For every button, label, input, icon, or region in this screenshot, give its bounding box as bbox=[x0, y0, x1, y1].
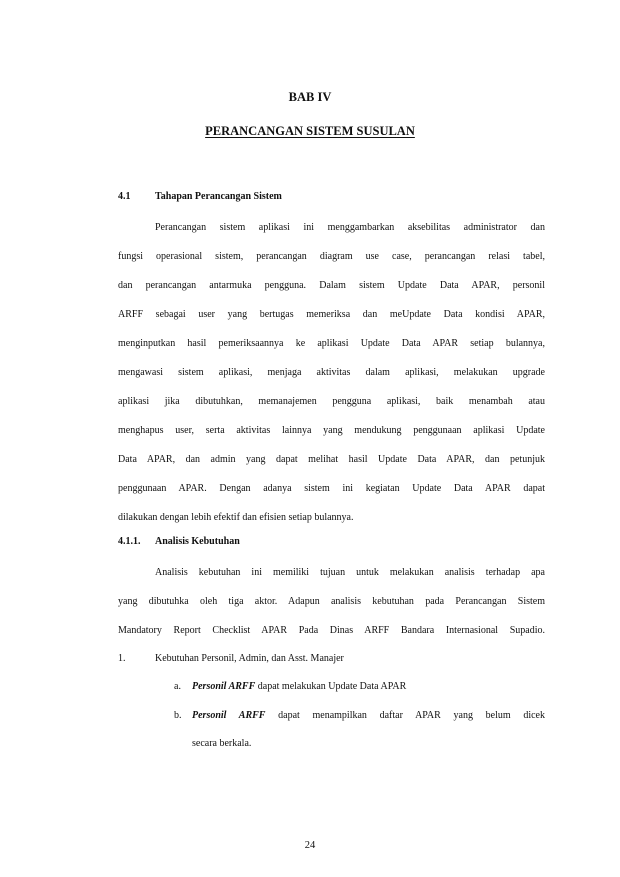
section-number: 4.1 bbox=[118, 191, 131, 202]
section-title: Tahapan Perancangan Sistem bbox=[155, 191, 282, 202]
sub-item-emphasis: Personil ARFF bbox=[192, 710, 266, 721]
paragraph-line: fungsi operasional sistem, perancangan diagram use case, perancangan relasi tabel, bbox=[118, 251, 545, 262]
paragraph-line: Mandatory Report Checklist APAR Pada Dinas ARFF Bandara Internasional Supadio. bbox=[118, 625, 545, 636]
paragraph-line: menghapus user, serta aktivitas lainnya yang mendukung penggunaan aplikasi Update bbox=[118, 425, 545, 436]
section-paragraph bbox=[118, 213, 545, 532]
sub-item-text bbox=[192, 681, 406, 692]
paragraph-line: menginputkan hasil pemeriksaannya ke aplikasi Update Data APAR setiap bulannya, bbox=[118, 338, 545, 349]
chapter-title: BAB IV bbox=[288, 90, 332, 104]
sub-item-text bbox=[192, 710, 545, 721]
sub-item-letter: b. bbox=[174, 710, 182, 721]
sub-item-body: dapat melakukan Update Data APAR bbox=[255, 681, 407, 692]
paragraph-line: dan perancangan antarmuka pengguna. Dalam sistem Update Data APAR, personil bbox=[118, 280, 545, 291]
sub-item-letter: a. bbox=[174, 681, 181, 692]
subsection-number: 4.1.1. bbox=[118, 536, 141, 547]
paragraph-line: penggunaan APAR. Dengan adanya sistem ini kegiatan Update Data APAR dapat bbox=[118, 483, 545, 494]
paragraph-line: dilakukan dengan lebih efektif dan efisien setiap bulannya. bbox=[118, 512, 354, 523]
paragraph-line: mengawasi sistem aplikasi, menjaga aktivitas dalam aplikasi, melakukan upgrade bbox=[118, 367, 545, 378]
paragraph-line: aplikasi jika dibutuhkan, memanajemen pengguna aplikasi, baik menambah atau bbox=[118, 396, 545, 407]
sub-item-emphasis: Personil ARFF bbox=[192, 681, 256, 692]
paragraph-line: Analisis kebutuhan ini memiliki tujuan untuk melakukan analisis terhadap apa bbox=[155, 567, 545, 578]
paragraph-line: Perancangan sistem aplikasi ini menggambarkan aksebilitas administrator dan bbox=[155, 222, 545, 233]
subsection-paragraph bbox=[118, 558, 545, 645]
sub-item-body: dapat menampilkan daftar APAR yang belum dicek bbox=[265, 710, 545, 721]
chapter-subtitle: PERANCANGAN SISTEM SUSULAN bbox=[205, 124, 415, 138]
page-number: 24 bbox=[304, 840, 316, 851]
subsection-title: Analisis Kebutuhan bbox=[155, 536, 240, 547]
sub-item-continuation: secara berkala. bbox=[192, 738, 252, 749]
paragraph-line: ARFF sebagai user yang bertugas memeriksa dan meUpdate Data kondisi APAR, bbox=[118, 309, 545, 320]
list-item-number: 1. bbox=[118, 653, 126, 664]
list-item-text: Kebutuhan Personil, Admin, dan Asst. Manajer bbox=[155, 653, 344, 664]
paragraph-line: yang dibutuhka oleh tiga aktor. Adapun analisis kebutuhan pada Perancangan Sistem bbox=[118, 596, 545, 607]
paragraph-line: Data APAR, dan admin yang dapat melihat hasil Update Data APAR, dan petunjuk bbox=[118, 454, 545, 465]
